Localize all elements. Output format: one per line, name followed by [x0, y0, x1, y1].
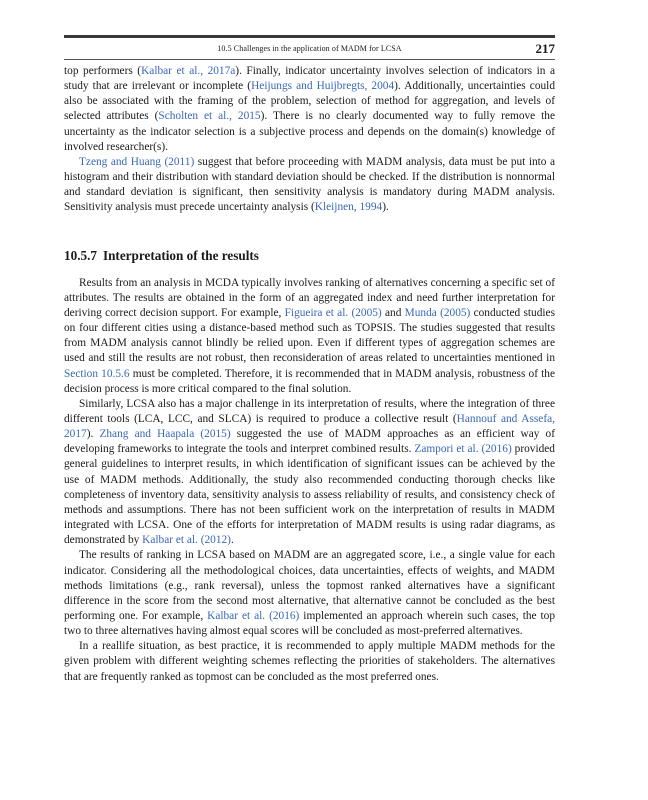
citation-link[interactable]: Kalbar et al. (2016) [207, 610, 300, 622]
paragraph-best-practice [64, 639, 555, 684]
citation-link[interactable]: Heijungs and Huijbregts, 2004 [251, 80, 395, 93]
page-number: 217 [535, 41, 555, 56]
citation-link[interactable]: Munda (2005) [404, 306, 471, 319]
citation-link[interactable]: Tzeng and Huang (2011) [79, 155, 195, 168]
paragraph-uncertainty-end [64, 64, 555, 155]
text: provided general guidelines to interpret results, in which identification of significant issues can be achieved by the use of MADM methods. Additionally, the study also recommended conducting thorough checks like completeness of inventory data, sensitivity analysis to assess reliability of results, and consistency check of methods and assumptions. There has not been sufficient work on the interpretation of results in MADM integrated with LCSA. One of the efforts for interpretation of MADM results is using radar diagrams, as demonstrated by [64, 443, 555, 547]
text: implemented an approach wherein such cases, the top two to three alternatives having almost equal scores will be concluded as most-preferred alternatives. [64, 610, 556, 638]
text: and [381, 306, 405, 319]
text: must be completed. Therefore, it is recommended that in MADM analysis, robustness of the decision process is more critical compared to the final solution. [64, 367, 555, 395]
citation-link[interactable]: Zhang and Haapala (2015) [99, 428, 231, 441]
citation-link[interactable]: Scholten et al., 2015 [158, 110, 261, 123]
page-body [64, 64, 555, 685]
paragraph-lcsa-interpretation [64, 397, 555, 549]
running-head-title: 10.5 Challenges in the application of MADM for LCSA [217, 44, 402, 53]
citation-link[interactable]: Kalbar et al., 2017a [141, 65, 236, 77]
running-head [64, 41, 555, 59]
paragraph-results-mcda [64, 276, 555, 397]
section-title: Interpretation of the results [102, 247, 259, 263]
citation-link[interactable]: Zampori et al. (2016) [414, 443, 512, 456]
text: ). [382, 201, 389, 214]
text: . [230, 534, 234, 547]
paragraph-ranking [64, 548, 555, 639]
paragraph-sensitivity [64, 155, 555, 216]
citation-link[interactable]: Hannouf and Assefa, 2017 [64, 412, 555, 441]
text: The results of ranking in LCSA based on MADM are an aggregated score, i.e., a single value for each indicator. Considering all the methodological choices, data uncertainties, effects of weights, and MADM methods limitations (e.g., rank reversal), unless the topmost ranked alternatives have a significant difference in the score from the second most alternative, that alternative cannot be concluded as the best performing one. For example, [64, 549, 555, 622]
header-rule [64, 59, 555, 60]
text: suggested the use of MADM approaches as an efficient way of developing frameworks to integrate the tools and interpret combined results. [64, 428, 556, 456]
text: Similarly, LCSA also has a major challenge in its interpretation of results, where the integration of three different tools (LCA, LCC, and SLCA) is required to produce a collective result ( [64, 397, 555, 425]
text: ). There is no clearly documented way to fully remove the uncertainty as the indicator selection is a subjective process and depends on the domain(s) knowledge of involved researcher(s). [64, 110, 555, 153]
text: top performers ( [64, 65, 142, 77]
citation-link[interactable]: Kleijnen, 1994 [314, 201, 383, 214]
citation-link[interactable]: Figueira et al. (2005) [284, 306, 382, 319]
section-link[interactable]: Section 10.5.6 [64, 367, 130, 380]
text: suggest that before proceeding with MADM analysis, data must be put into a histogram and their distribution with standard deviation should be checked. If the distribution is nonnormal and standard deviation is significant, then sensitivity analysis is mandatory during MADM analysis. Sensitivity analysis must precede uncertainty analysis ( [64, 155, 555, 214]
citation-link[interactable]: Kalbar et al. (2012) [142, 534, 231, 547]
top-rule [64, 35, 555, 38]
text: ). Finally, indicator uncertainty involves selection of indicators in a study that are irrelevant or incomplete ( [64, 65, 555, 93]
text: In a reallife situation, as best practice, it is recommended to apply multiple MADM methods for the given problem with different weighting schemes reflecting the priorities of stakeholders. The alternatives that are frequently ranked as topmost can be concluded as the most preferred ones. [64, 640, 555, 683]
text: ). [86, 428, 100, 441]
section-heading [64, 248, 555, 264]
section-number: 10.5.7 [64, 247, 97, 263]
text: Results from an analysis in MCDA typically involves ranking of alternatives concerning a specific set of attributes. The results are obtained in the form of an aggregated index and need further interpretation for deriving correct decision support. For example, [64, 276, 555, 319]
text: ). Additionally, uncertainties could also be associated with the framing of the problem, selection of method for aggregation, and levels of selected attributes ( [64, 80, 555, 123]
text: conducted studies on four different cities using a distance-based method such as TOPSIS. The studies suggested that results from MADM analysis cannot blindly be relied upon. Even if different types of aggregation schemes are used and still the results are not robust, then reconsideration of areas related to uncertainties mentioned in [64, 306, 555, 365]
